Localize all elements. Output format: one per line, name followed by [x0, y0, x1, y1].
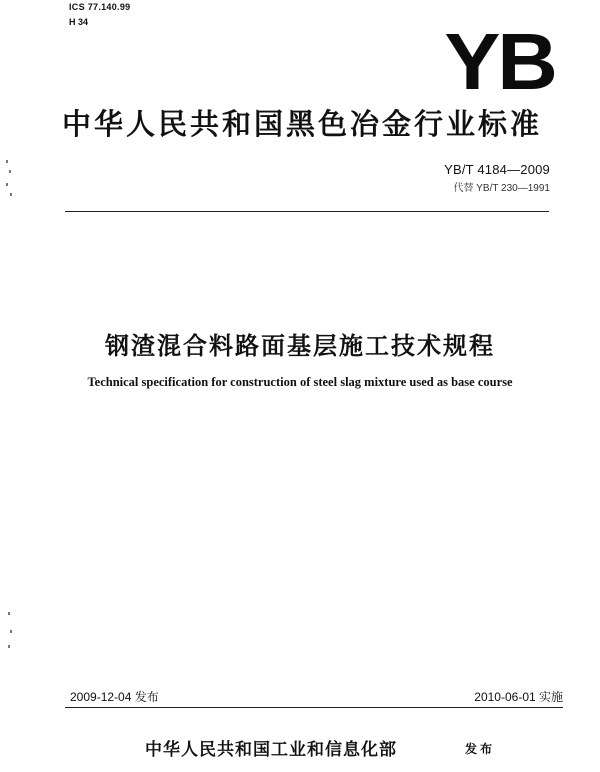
yb-logo: YB	[444, 17, 555, 106]
implement-date: 2010-06-01 实施	[474, 690, 563, 704]
english-title: Technical specification for construction of steel slag mixture used as base course	[87, 375, 513, 389]
ics-code: ICS 77.140.99	[69, 2, 131, 12]
scan-speck	[9, 170, 11, 173]
issue-label: 发布	[465, 742, 496, 756]
chinese-title: 钢渣混合料路面基层施工技术规程	[105, 332, 495, 360]
scan-speck	[8, 645, 10, 648]
scan-speck	[10, 193, 12, 196]
category-code: H 34	[69, 17, 89, 27]
issuer-name: 中华人民共和国工业和信息化部	[145, 740, 397, 760]
bottom-divider	[65, 707, 563, 708]
scan-speck	[6, 183, 8, 186]
organization-title: 中华人民共和国黑色冶金行业标准	[62, 107, 543, 141]
standard-number: YB/T 4184—2009	[444, 162, 550, 177]
replaces-note: 代替 YB/T 230—1991	[453, 183, 550, 194]
top-divider	[65, 211, 549, 212]
publish-date: 2009-12-04 发布	[70, 690, 159, 704]
scan-speck	[10, 630, 12, 633]
scan-speck	[6, 160, 8, 163]
scan-speck	[8, 612, 10, 615]
